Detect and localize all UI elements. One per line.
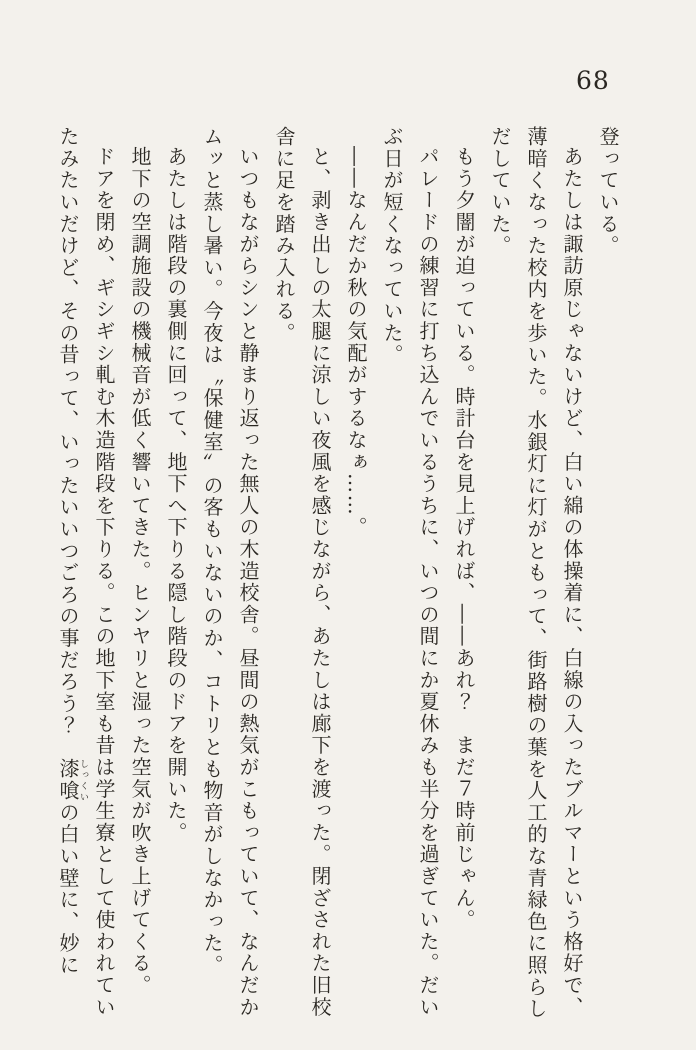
furigana: しっくい	[78, 758, 88, 802]
paragraph: 地下の空調施設の機械音が低く響いてきた。ヒンヤリと湿った空気が吹き上げてくる。	[128, 146, 152, 997]
paragraph: もう夕闇が迫っている。時計台を見上げれば、――あれ？ まだ７時前じゃん。	[452, 146, 476, 931]
paragraph: いつもながらシンと静まり返った無人の木造校舎。昼間の熱気がこもっていて、なんだかムッと蒸し暑い。今夜は〝保健室〞の客もいないのか、コトリとも物音がしなかった。	[200, 126, 260, 1018]
paragraph: と、剥き出しの太腿に涼しい夜風を感じながら、あたしは廊下を渡った。閉ざされた旧校舎に足を踏み入れる。	[272, 126, 332, 1018]
paragraph: あたしは階段の裏側に回って、地下へ下りる隠し階段のドアを開いた。	[164, 146, 188, 844]
paragraph: ドアを閉め、ギシギシ軋む木造階段を下りる。この地下室も昔は学生寮として使われていたみたいだけど、その昔って、いったいいつごろの事だろう？ 漆喰しっくいの白い壁に、妙に	[56, 126, 116, 1018]
paragraph: あたしは諏訪原じゃないけど、白い綿の体操着に、白線の入ったブルマーという格好で、薄暗くなった校内を歩いた。水銀灯に灯がともって、街路樹の葉を人工的な青緑色に照らしだしていた。	[488, 126, 584, 1020]
paragraph: ――なんだか秋の気配がするなぁ……。	[344, 146, 368, 539]
page-number: 68	[576, 66, 610, 95]
paragraph: パレードの練習に打ち込んでいるうちに、いつの間にか夏休みも半分を過ぎていた。だいぶ日が短くなっていた。	[380, 126, 440, 1018]
paragraph: 登っている。	[596, 126, 620, 257]
body-text	[48, 126, 626, 1022]
ruby-annotated-word: 漆喰しっくい	[56, 758, 88, 802]
